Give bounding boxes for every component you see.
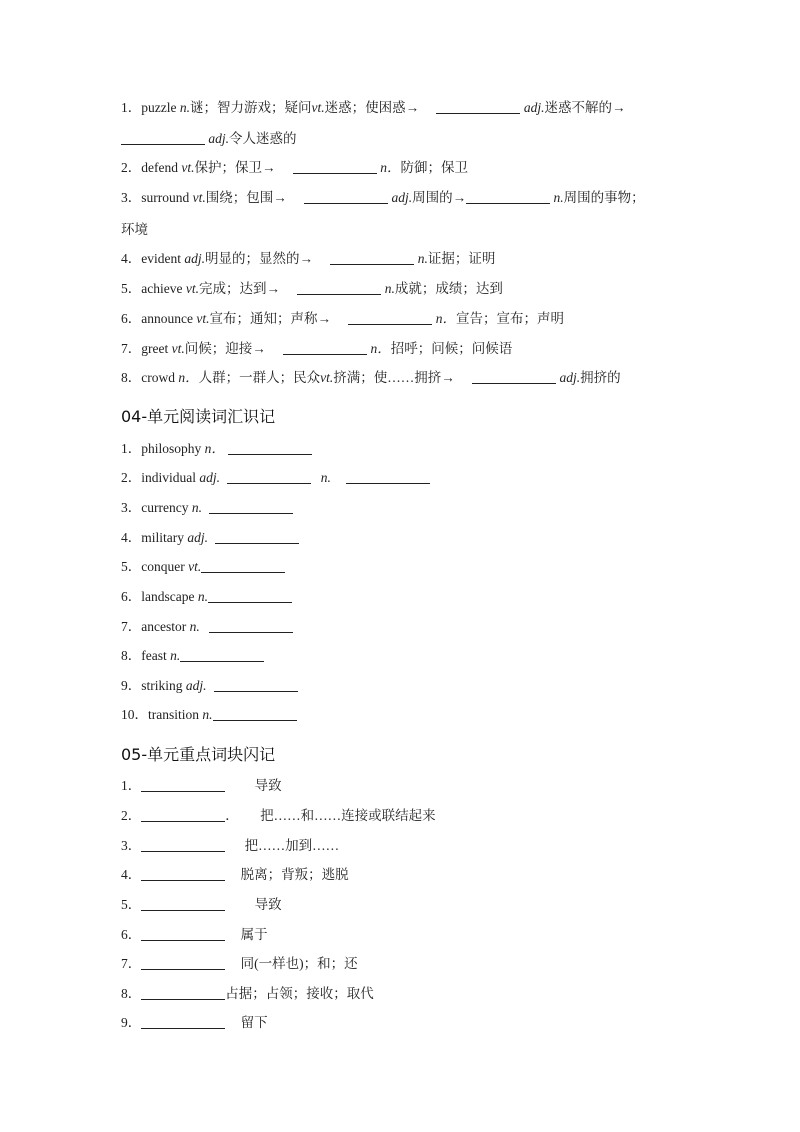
answer-blank[interactable] (215, 529, 299, 544)
answer-blank[interactable] (228, 440, 312, 455)
vocab-item-greet: 7．greet vt.问候；迎接→ n．招呼；问候；问候语 (121, 341, 513, 356)
vocab-item-evident: 4．evident adj.明显的；显然的→ n.证据；证明 (121, 251, 496, 266)
answer-blank[interactable] (141, 837, 225, 852)
phrase-item: 7． 同(一样也)；和；还 (121, 956, 358, 971)
answer-blank[interactable] (436, 99, 520, 114)
answer-blank[interactable] (201, 558, 285, 573)
answer-blank[interactable] (141, 807, 225, 822)
phrase-item: 5． 导致 (121, 897, 282, 912)
answer-blank[interactable] (304, 189, 388, 204)
answer-blank[interactable] (141, 896, 225, 911)
answer-blank[interactable] (209, 618, 293, 633)
answer-blank[interactable] (472, 369, 556, 384)
answer-blank[interactable] (214, 677, 298, 692)
phrase-item: 9． 留下 (121, 1015, 268, 1030)
answer-blank[interactable] (141, 926, 225, 941)
answer-blank[interactable] (141, 866, 225, 881)
phrase-item: 1． 导致 (121, 778, 282, 793)
reading-vocab-item: 9．striking adj. (121, 676, 700, 696)
answer-blank[interactable] (141, 955, 225, 970)
answer-blank[interactable] (227, 469, 311, 484)
answer-blank[interactable] (213, 706, 297, 721)
answer-blank[interactable] (348, 310, 432, 325)
reading-vocab-item: 5．conquer vt. (121, 557, 700, 577)
reading-vocab-item: 6．landscape n. (121, 587, 700, 607)
answer-blank[interactable] (208, 588, 292, 603)
vocab-item-surround-cont: 环境 (121, 222, 148, 237)
section-heading-key-phrases: 05-单元重点词块闪记 (121, 745, 276, 764)
vocab-item-puzzle: 1．puzzle n.谜；智力游戏；疑问vt.迷惑；使困惑→ adj.迷惑不解的→ (121, 100, 626, 115)
answer-blank[interactable] (466, 189, 550, 204)
reading-vocab-item: 3．currency n. (121, 498, 700, 518)
phrase-item: 8． 占据；占领；接收；取代 (121, 986, 374, 1001)
answer-blank[interactable] (121, 130, 205, 145)
reading-vocab-item: 4．military adj. (121, 528, 700, 548)
reading-vocab-item: 1．philosophy n． (121, 439, 700, 459)
answer-blank[interactable] (141, 985, 225, 1000)
reading-vocab-item: 10．transition n. (121, 705, 700, 725)
answer-blank[interactable] (209, 499, 293, 514)
phrase-item: 2． ． 把……和……连接或联结起来 (121, 808, 436, 823)
reading-vocab-item: 2．individual adj. n. (121, 468, 700, 488)
vocab-item-announce: 6．announce vt.宣布；通知；声称→ n．宣告；宣布；声明 (121, 311, 564, 326)
phrase-item: 3． 把……加到…… (121, 838, 340, 853)
reading-vocab-item: 7．ancestor n. (121, 617, 700, 637)
vocab-item-surround: 3．surround vt.围绕；包围→ adj.周围的→ n.周围的事物； (121, 190, 645, 205)
answer-blank[interactable] (141, 777, 225, 792)
answer-blank[interactable] (141, 1014, 225, 1029)
phrase-item: 6． 属于 (121, 927, 268, 942)
vocab-item-achieve: 5．achieve vt.完成；达到→ n.成就；成绩；达到 (121, 281, 503, 296)
answer-blank[interactable] (346, 469, 430, 484)
answer-blank[interactable] (283, 340, 367, 355)
answer-blank[interactable] (293, 159, 377, 174)
answer-blank[interactable] (330, 250, 414, 265)
phrase-item: 4． 脱离；背叛；逃脱 (121, 867, 349, 882)
vocab-item-puzzle-cont: adj.令人迷惑的 (121, 129, 700, 149)
reading-vocab-item: 8．feast n. (121, 646, 700, 666)
vocab-item-defend: 2．defend vt.保护；保卫→ n．防御；保卫 (121, 160, 468, 175)
vocab-item-crowd: 8．crowd n．人群；一群人；民众vt.挤满；使……拥挤→ adj.拥挤的 (121, 370, 621, 385)
answer-blank[interactable] (297, 280, 381, 295)
answer-blank[interactable] (180, 647, 264, 662)
section-heading-reading-vocab: 04-单元阅读词汇识记 (121, 407, 276, 426)
